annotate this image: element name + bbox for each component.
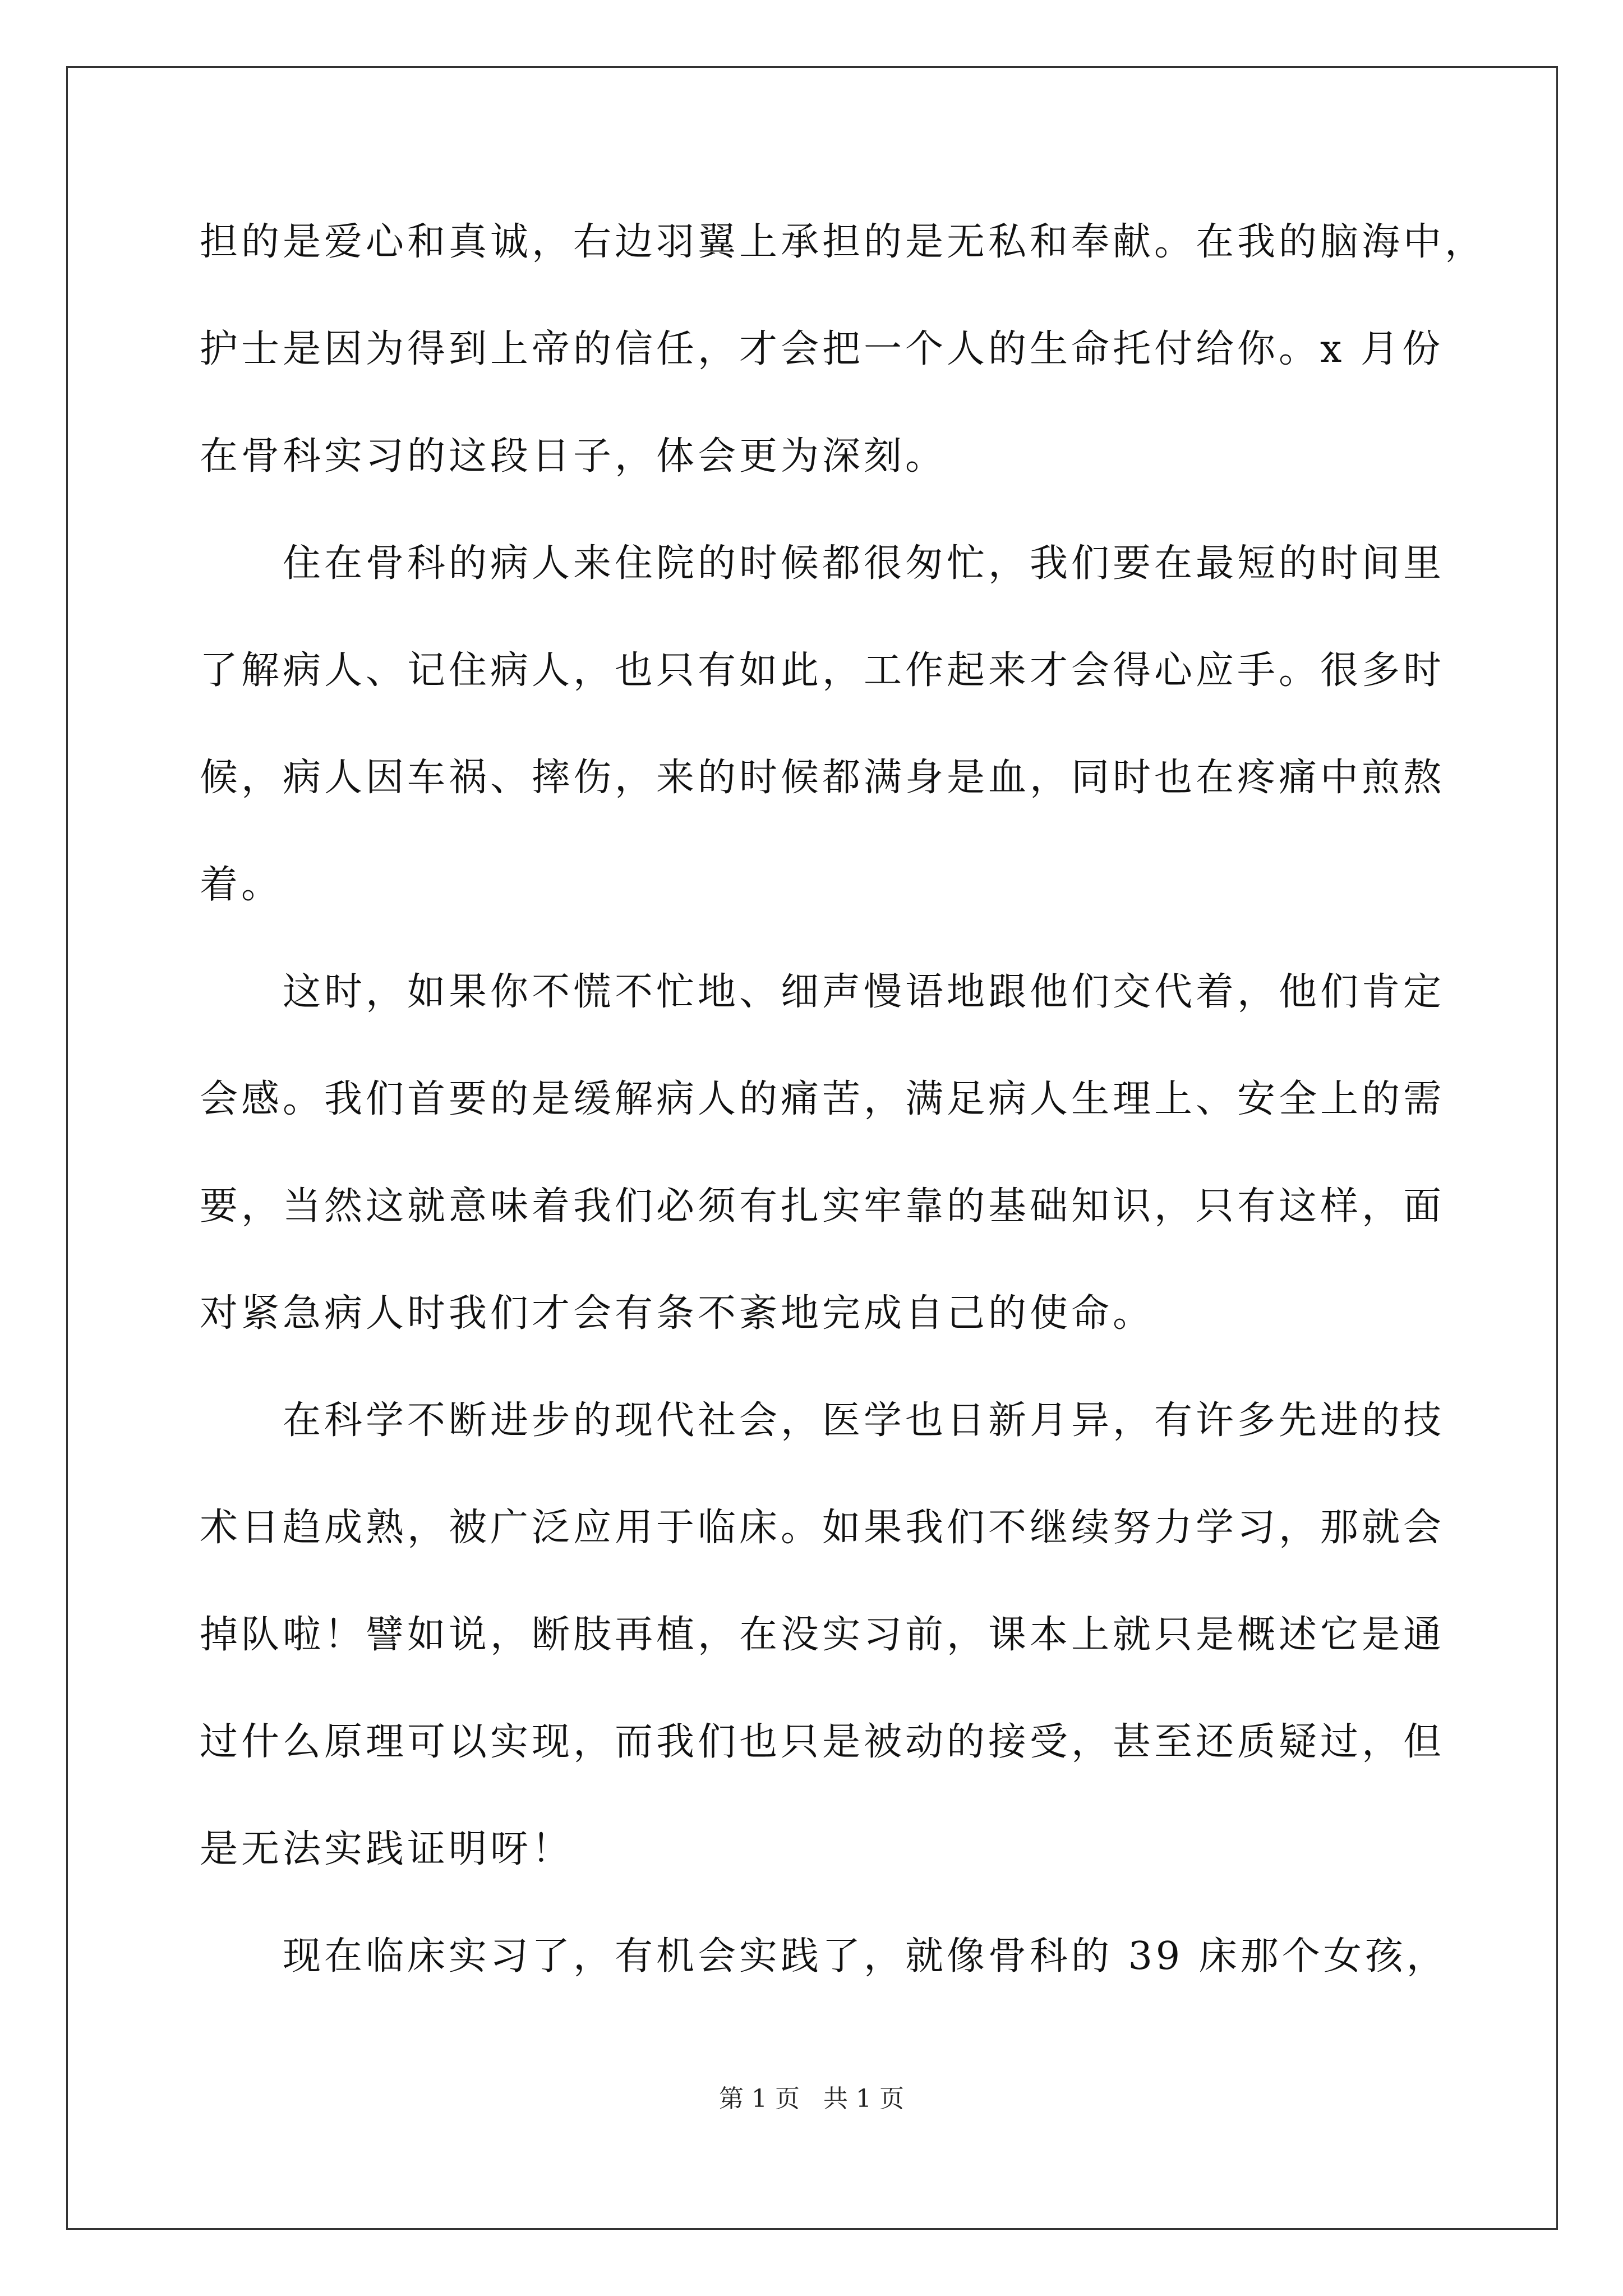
text-line: 着。 — [200, 863, 283, 907]
text-line: 了解病人、记住病人，也只有如此，工作起来才会得心应手。很多时 — [200, 648, 1445, 693]
paragraph-first-line: 现在临床实习了，有机会实践了，就像骨科的 39 床那个女孩， — [283, 1934, 1448, 1978]
text-line: 对紧急病人时我们才会有条不紊地完成自己的使命。 — [200, 1291, 1155, 1336]
document-body — [200, 215, 1487, 2037]
paragraph-first-line: 这时，如果你不慌不忙地、细声慢语地跟他们交代着，他们肯定 — [283, 970, 1445, 1014]
text-line: 要，当然这就意味着我们必须有扎实牢靠的基础知识，只有这样，面 — [200, 1184, 1445, 1228]
paragraph-first-line: 在科学不断进步的现代社会，医学也日新月异，有许多先进的技 — [283, 1398, 1445, 1443]
paragraph-first-line: 住在骨科的病人来住院的时候都很匆忙，我们要在最短的时间里 — [283, 541, 1445, 586]
page-footer: 第 1 页 共 1 页 — [719, 2085, 904, 2113]
text-line: 过什么原理可以实现，而我们也只是被动的接受，甚至还质疑过，但 — [200, 1720, 1445, 1764]
text-line: 护士是因为得到上帝的信任，才会把一个人的生命托付给你。x 月份 — [200, 327, 1444, 371]
text-line: 掉队啦！譬如说，断肢再植，在没实习前，课本上就只是概述它是通 — [200, 1613, 1445, 1657]
text-line: 术日趋成熟，被广泛应用于临床。如果我们不继续努力学习，那就会 — [200, 1506, 1445, 1550]
text-line: 会感。我们首要的是缓解病人的痛苦，满足病人生理上、安全上的需 — [200, 1077, 1445, 1121]
text-line: 在骨科实习的这段日子，体会更为深刻。 — [200, 434, 947, 478]
text-line: 候，病人因车祸、摔伤，来的时候都满身是血，同时也在疼痛中煎熬 — [200, 756, 1445, 800]
text-line: 担的是爱心和真诚，右边羽翼上承担的是无私和奉献。在我的脑海中， — [200, 220, 1487, 264]
text-line: 是无法实践证明呀！ — [200, 1827, 574, 1871]
